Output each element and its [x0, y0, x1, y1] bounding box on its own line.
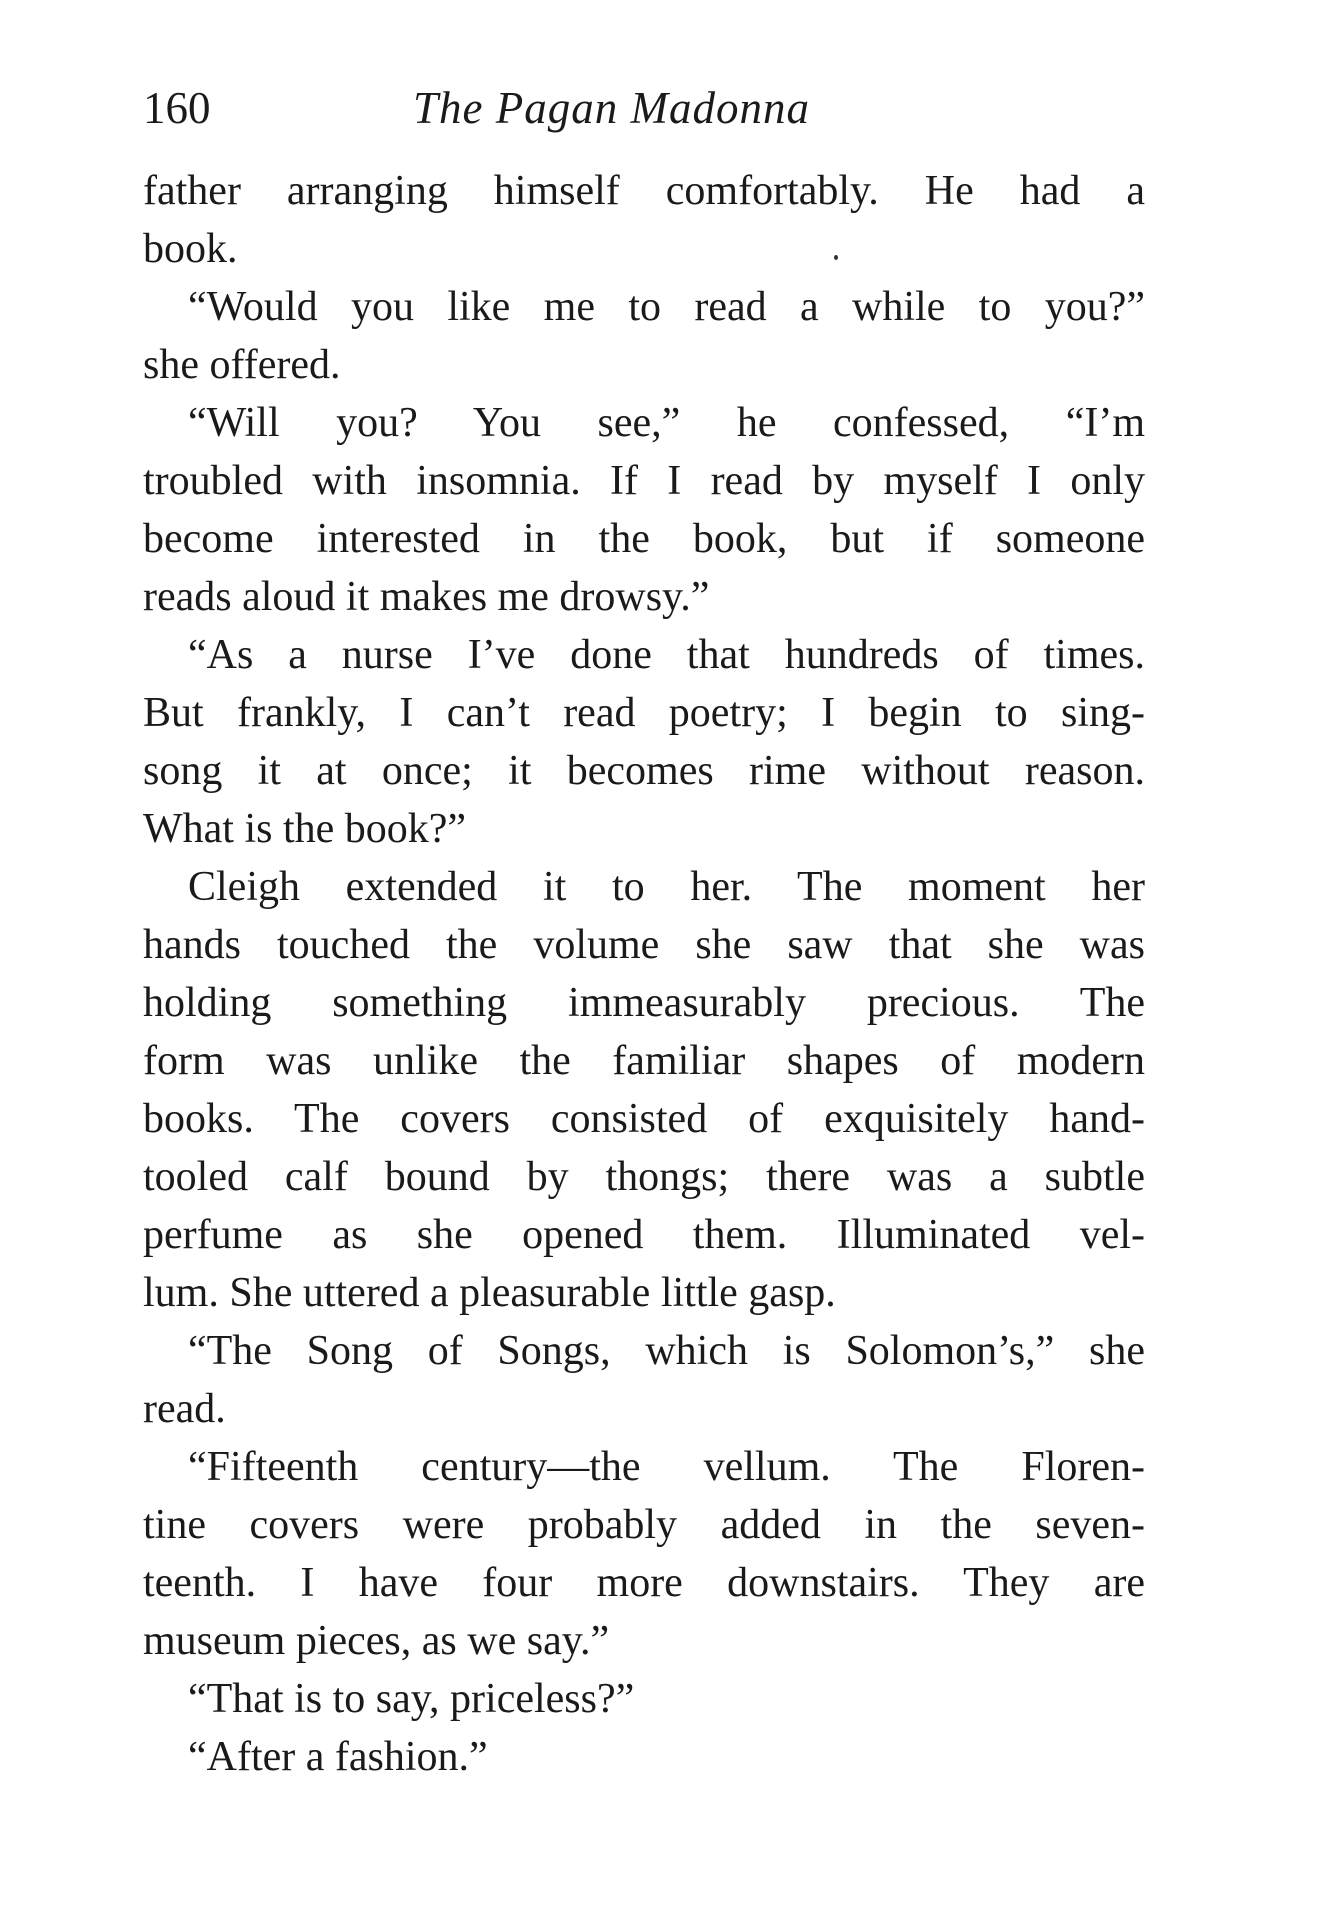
print-speck	[834, 255, 838, 260]
text-line: lum. She uttered a pleasurable little gasp.	[143, 1270, 836, 1316]
text-line: song it at once; it becomes rime without reason.	[143, 748, 1145, 794]
text-line: she offered.	[143, 342, 341, 388]
text-line: teenth. I have four more downstairs. They are	[143, 1560, 1145, 1606]
text-line: What is the book?”	[143, 806, 467, 852]
text-line: book.	[143, 226, 238, 272]
text-line: perfume as she opened them. Illuminated vel-	[143, 1212, 1145, 1258]
text-line: become interested in the book, but if someone	[143, 516, 1145, 562]
text-line: tooled calf bound by thongs; there was a subtle	[143, 1154, 1145, 1200]
text-line: “The Song of Songs, which is Solomon’s,” she	[188, 1328, 1145, 1374]
text-line: hands touched the volume she saw that she was	[143, 922, 1145, 968]
running-head	[143, 78, 1143, 138]
text-line: But frankly, I can’t read poetry; I begin to sing-	[143, 690, 1145, 736]
text-line: “That is to say, priceless?”	[188, 1676, 635, 1722]
body-text	[143, 162, 1145, 1786]
text-line: form was unlike the familiar shapes of modern	[143, 1038, 1145, 1084]
text-line: “Will you? You see,” he confessed, “I’m	[188, 400, 1145, 446]
text-line: “As a nurse I’ve done that hundreds of times.	[188, 632, 1145, 678]
text-line: “Fifteenth century—the vellum. The Floren-	[188, 1444, 1145, 1490]
text-line: father arranging himself comfortably. He had a	[143, 168, 1145, 214]
text-line: books. The covers consisted of exquisitely hand-	[143, 1096, 1145, 1142]
text-line: tine covers were probably added in the seven-	[143, 1502, 1145, 1548]
text-line: museum pieces, as we say.”	[143, 1618, 610, 1664]
text-line: “After a fashion.”	[188, 1734, 488, 1780]
text-line: Cleigh extended it to her. The moment her	[188, 864, 1145, 910]
text-line: troubled with insomnia. If I read by myself I only	[143, 458, 1145, 504]
text-line: holding something immeasurably precious. The	[143, 980, 1145, 1026]
book-title: The Pagan Madonna	[413, 83, 810, 133]
text-line: read.	[143, 1386, 226, 1432]
page-number: 160	[143, 83, 211, 133]
text-line: reads aloud it makes me drowsy.”	[143, 574, 710, 620]
text-line: “Would you like me to read a while to you?”	[188, 284, 1145, 330]
